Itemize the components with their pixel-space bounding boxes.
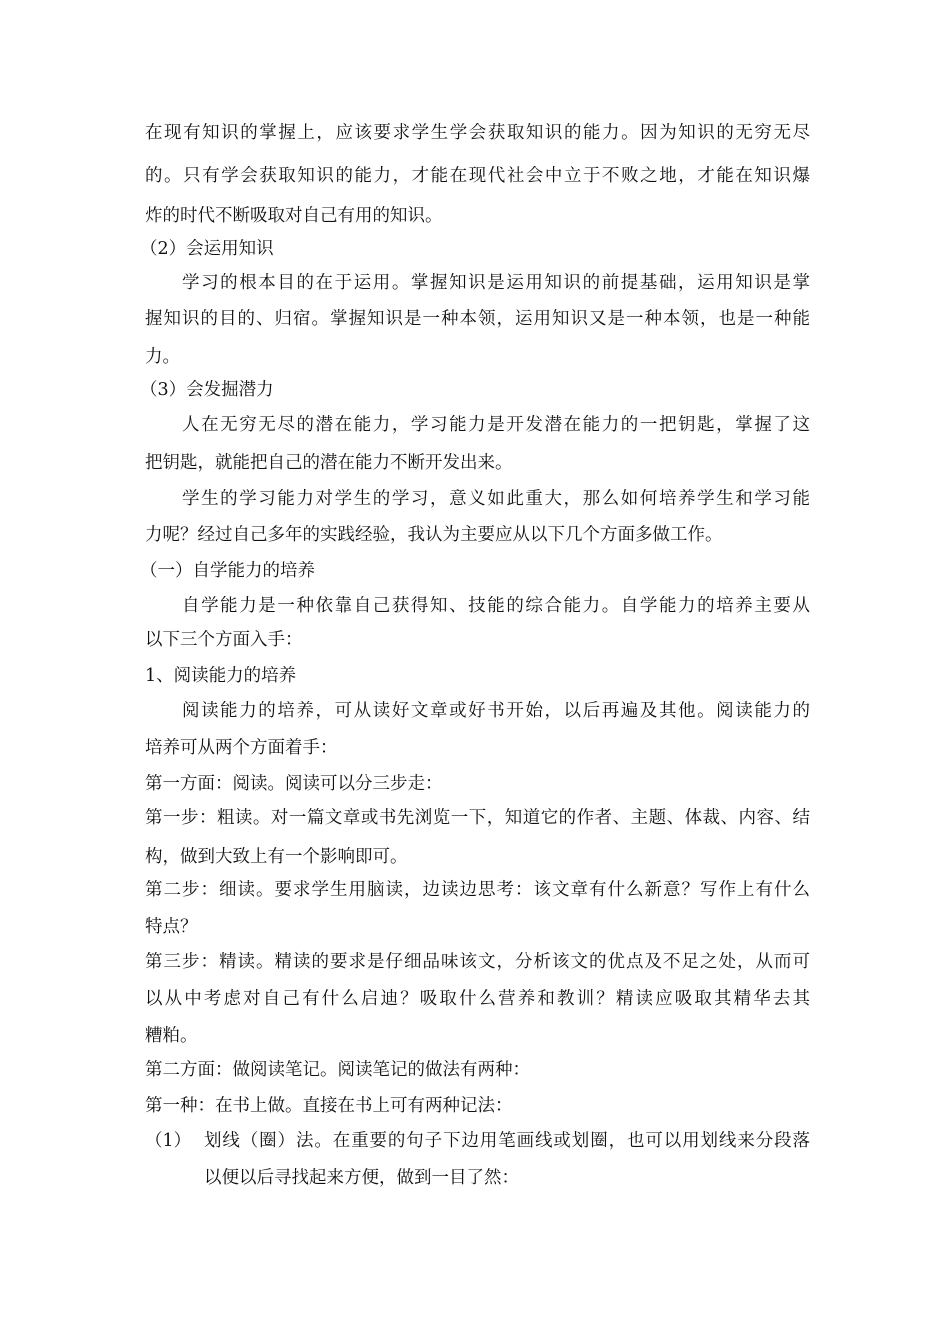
paragraph-line: 第一种：在书上做。直接在书上可有两种记法：	[145, 1096, 513, 1116]
paragraph-line: 糟粕。	[145, 1026, 198, 1046]
paragraph-line: 的。只有学会获取知识的能力，才能在现代社会中立于不败之地，才能在知识爆	[145, 166, 810, 186]
paragraph-line: 构，做到大致上有一个影响即可。	[145, 847, 408, 867]
paragraph-line: 培养可从两个方面着手：	[145, 738, 338, 758]
paragraph-line: 特点？	[145, 917, 198, 937]
paragraph-line: 力呢？经过自己多年的实践经验，我认为主要应从以下几个方面多做工作。	[145, 525, 723, 545]
section-heading: （3）会发掘潜力	[140, 380, 274, 400]
subsection-heading: 1、阅读能力的培养	[145, 666, 297, 686]
paragraph-line: 以下三个方面入手：	[145, 630, 303, 650]
section-heading: （2）会运用知识	[140, 239, 274, 259]
paragraph-line: 人在无穷无尽的潜在能力，学习能力是开发潜在能力的一把钥匙，掌握了这	[182, 415, 810, 435]
list-item-text: 划线（圈）法。在重要的句子下边用笔画线或划圈，也可以用划线来分段落	[204, 1131, 810, 1151]
paragraph-line: 炸的时代不断吸取对自己有用的知识。	[145, 206, 443, 226]
paragraph-line: 第二步：细读。要求学生用脑读，边读边思考：该文章有什么新意？写作上有什么	[145, 880, 810, 900]
list-item-number: （1）	[145, 1131, 192, 1151]
paragraph-line: 自学能力是一种依靠自己获得知、技能的综合能力。自学能力的培养主要从	[182, 596, 810, 616]
paragraph-line: 阅读能力的培养，可从读好文章或好书开始，以后再遍及其他。阅读能力的	[182, 701, 810, 721]
paragraph-line: 学习的根本目的在于运用。掌握知识是运用知识的前提基础，运用知识是掌	[182, 273, 810, 293]
paragraph-line: 握知识的目的、归宿。掌握知识是一种本领，运用知识又是一种本领，也是一种能	[145, 309, 810, 329]
paragraph-line: 以从中考虑对自己有什么启迪？吸取什么营养和教训？精读应吸取其精华去其	[145, 989, 810, 1009]
section-heading: （一）自学能力的培养	[140, 561, 315, 581]
paragraph-line: 第二方面：做阅读笔记。阅读笔记的做法有两种：	[145, 1060, 530, 1080]
paragraph-line: 第一步：粗读。对一篇文章或书先浏览一下，知道它的作者、主题、体裁、内容、结	[145, 808, 810, 828]
paragraph-line: 力。	[145, 347, 180, 367]
paragraph-line: 第三步：精读。精读的要求是仔细品味该文，分析该文的优点及不足之处，从而可	[145, 952, 810, 972]
paragraph-line: 学生的学习能力对学生的学习，意义如此重大，那么如何培养学生和学习能	[182, 489, 810, 509]
paragraph-line: 在现有知识的掌握上，应该要求学生学会获取知识的能力。因为知识的无穷无尽	[145, 123, 810, 143]
list-item-continuation: 以便以后寻找起来方便，做到一目了然：	[204, 1168, 519, 1188]
paragraph-line: 第一方面：阅读。阅读可以分三步走：	[145, 774, 443, 794]
paragraph-line: 把钥匙，就能把自己的潜在能力不断开发出来。	[145, 453, 513, 473]
